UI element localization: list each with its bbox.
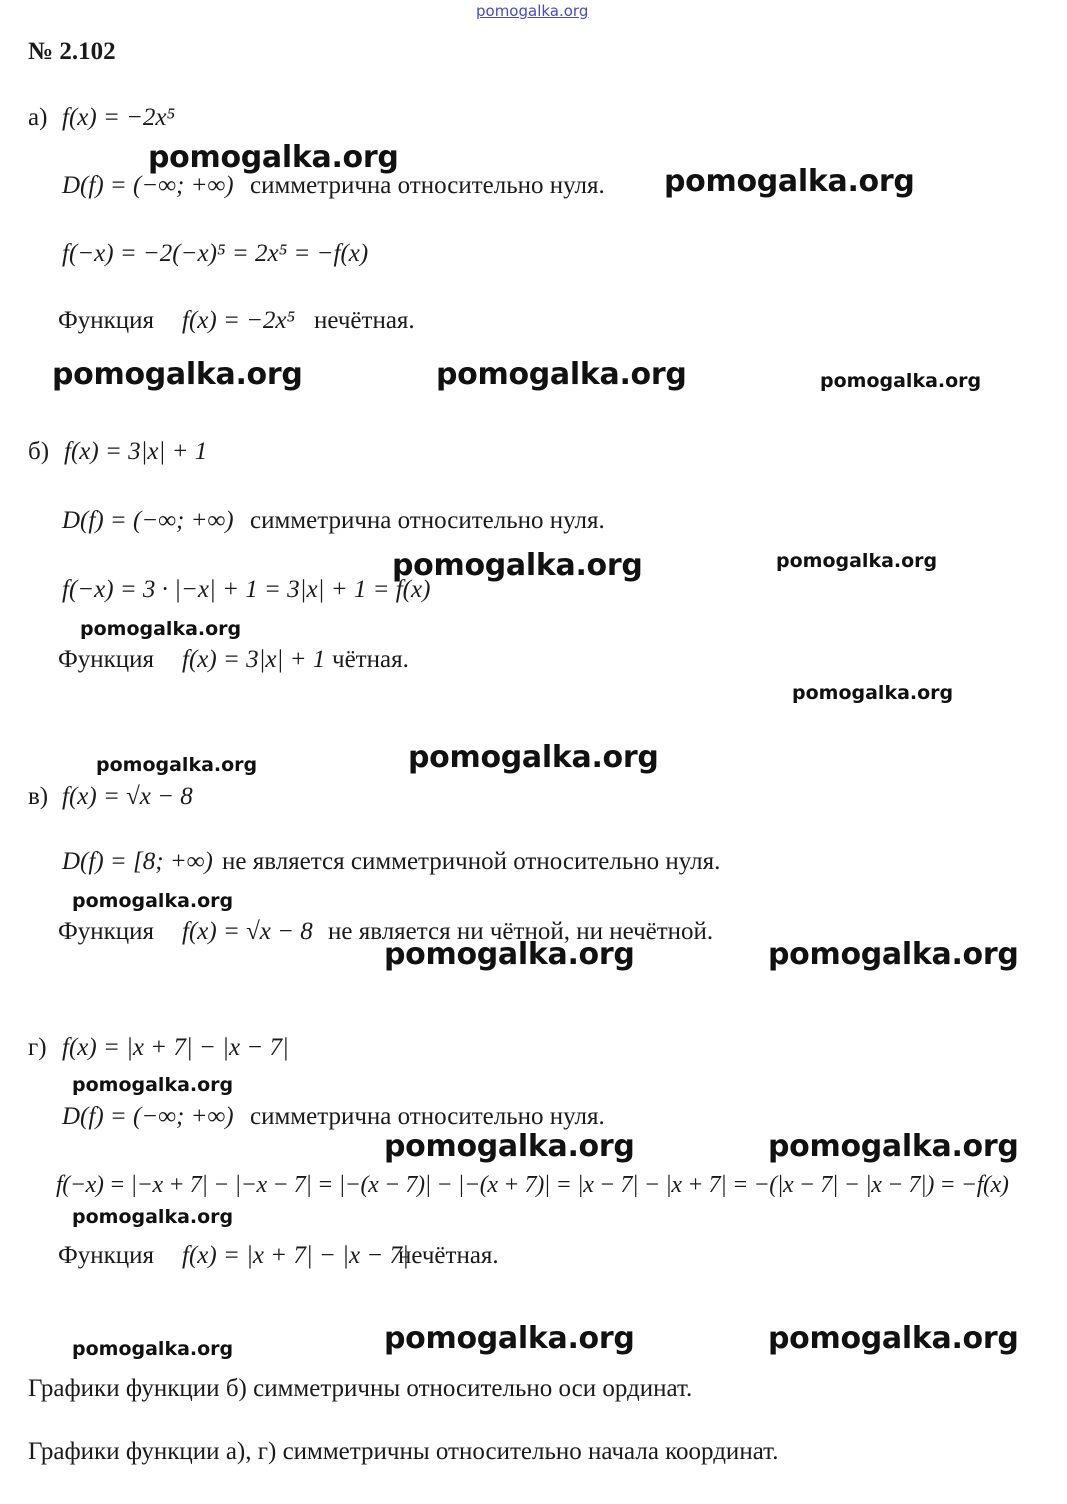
section-d-calc: f(−x) = |−x + 7| − |−x − 7| = |−(x − 7)| − |−(x + 7)| = |x − 7| − |x + 7| = −(|x − 7| − |x − 7|) = −f(x) xyxy=(56,1172,1009,1198)
section-d-concl-text: нечётная. xyxy=(398,1242,499,1269)
watermark: pomogalka.org xyxy=(776,550,938,572)
section-b-formula: f(x) = 3|x| + 1 xyxy=(64,438,208,465)
section-d-domain-text: симметрична относительно нуля. xyxy=(250,1103,605,1130)
section-b-concl-formula: f(x) = 3|x| + 1 xyxy=(182,646,326,673)
section-d-domain-formula: D(f) = (−∞; +∞) xyxy=(62,1103,234,1130)
watermark: pomogalka.org xyxy=(392,548,643,583)
section-d-label: г) xyxy=(28,1034,47,1061)
section-d-concl-formula: f(x) = |x + 7| − |x − 7| xyxy=(182,1242,409,1269)
watermark: pomogalka.org xyxy=(72,1338,234,1360)
top-site-link[interactable]: pomogalka.org xyxy=(476,2,589,20)
watermark: pomogalka.org xyxy=(664,164,915,199)
watermark: pomogalka.org xyxy=(768,1321,1019,1356)
watermark: pomogalka.org xyxy=(792,682,954,704)
watermark: pomogalka.org xyxy=(80,618,242,640)
section-a-domain-formula: D(f) = (−∞; +∞) xyxy=(62,172,234,199)
watermark: pomogalka.org xyxy=(148,140,399,175)
section-c-concl-text: не является ни чётной, ни нечётной. xyxy=(328,918,714,945)
section-b-concl-text: чётная. xyxy=(332,646,409,673)
watermark: pomogalka.org xyxy=(820,370,982,392)
section-a-concl-text: нечётная. xyxy=(314,307,415,334)
section-a-domain-text: симметрична относительно нуля. xyxy=(250,172,605,199)
watermark: pomogalka.org xyxy=(768,937,1019,972)
section-a-concl-prefix: Функция xyxy=(58,307,155,334)
section-a-concl-formula: f(x) = −2x⁵ xyxy=(182,307,296,334)
watermark: pomogalka.org xyxy=(408,740,659,775)
section-a-calc: f(−x) = −2(−x)⁵ = 2x⁵ = −f(x) xyxy=(62,240,369,267)
watermark: pomogalka.org xyxy=(436,357,687,392)
watermark: pomogalka.org xyxy=(384,1321,635,1356)
watermark: pomogalka.org xyxy=(52,357,303,392)
watermark: pomogalka.org xyxy=(96,754,258,776)
summary-line-2: Графики функции а), г) симметричны относительно начала координат. xyxy=(28,1438,779,1465)
summary-line-1: Графики функции б) симметричны относительно оси ординат. xyxy=(28,1375,693,1402)
section-d-formula: f(x) = |x + 7| − |x − 7| xyxy=(62,1034,289,1061)
section-c-concl-prefix: Функция xyxy=(58,918,155,945)
watermark: pomogalka.org xyxy=(384,1129,635,1164)
section-c-formula: f(x) = √x − 8 xyxy=(62,783,193,810)
section-c-label: в) xyxy=(28,783,49,810)
section-b-calc: f(−x) = 3 · |−x| + 1 = 3|x| + 1 = f(x) xyxy=(62,576,431,603)
section-c-concl-formula: f(x) = √x − 8 xyxy=(182,918,313,945)
watermark: pomogalka.org xyxy=(72,1074,234,1096)
section-d-concl-prefix: Функция xyxy=(58,1242,155,1269)
section-b-concl-prefix: Функция xyxy=(58,646,155,673)
watermark: pomogalka.org xyxy=(72,1206,234,1228)
section-b-domain-text: симметрична относительно нуля. xyxy=(250,507,605,534)
section-b-label: б) xyxy=(28,438,50,465)
section-a-label: а) xyxy=(28,104,48,131)
problem-number: № 2.102 xyxy=(28,38,116,65)
watermark: pomogalka.org xyxy=(72,890,234,912)
watermark: pomogalka.org xyxy=(768,1129,1019,1164)
section-c-domain-text: не является симметричной относительно нуля. xyxy=(222,848,721,875)
section-a-formula: f(x) = −2x⁵ xyxy=(62,104,176,131)
section-b-domain-formula: D(f) = (−∞; +∞) xyxy=(62,507,234,534)
section-c-domain-formula: D(f) = [8; +∞) xyxy=(62,848,213,875)
watermark: pomogalka.org xyxy=(384,937,635,972)
